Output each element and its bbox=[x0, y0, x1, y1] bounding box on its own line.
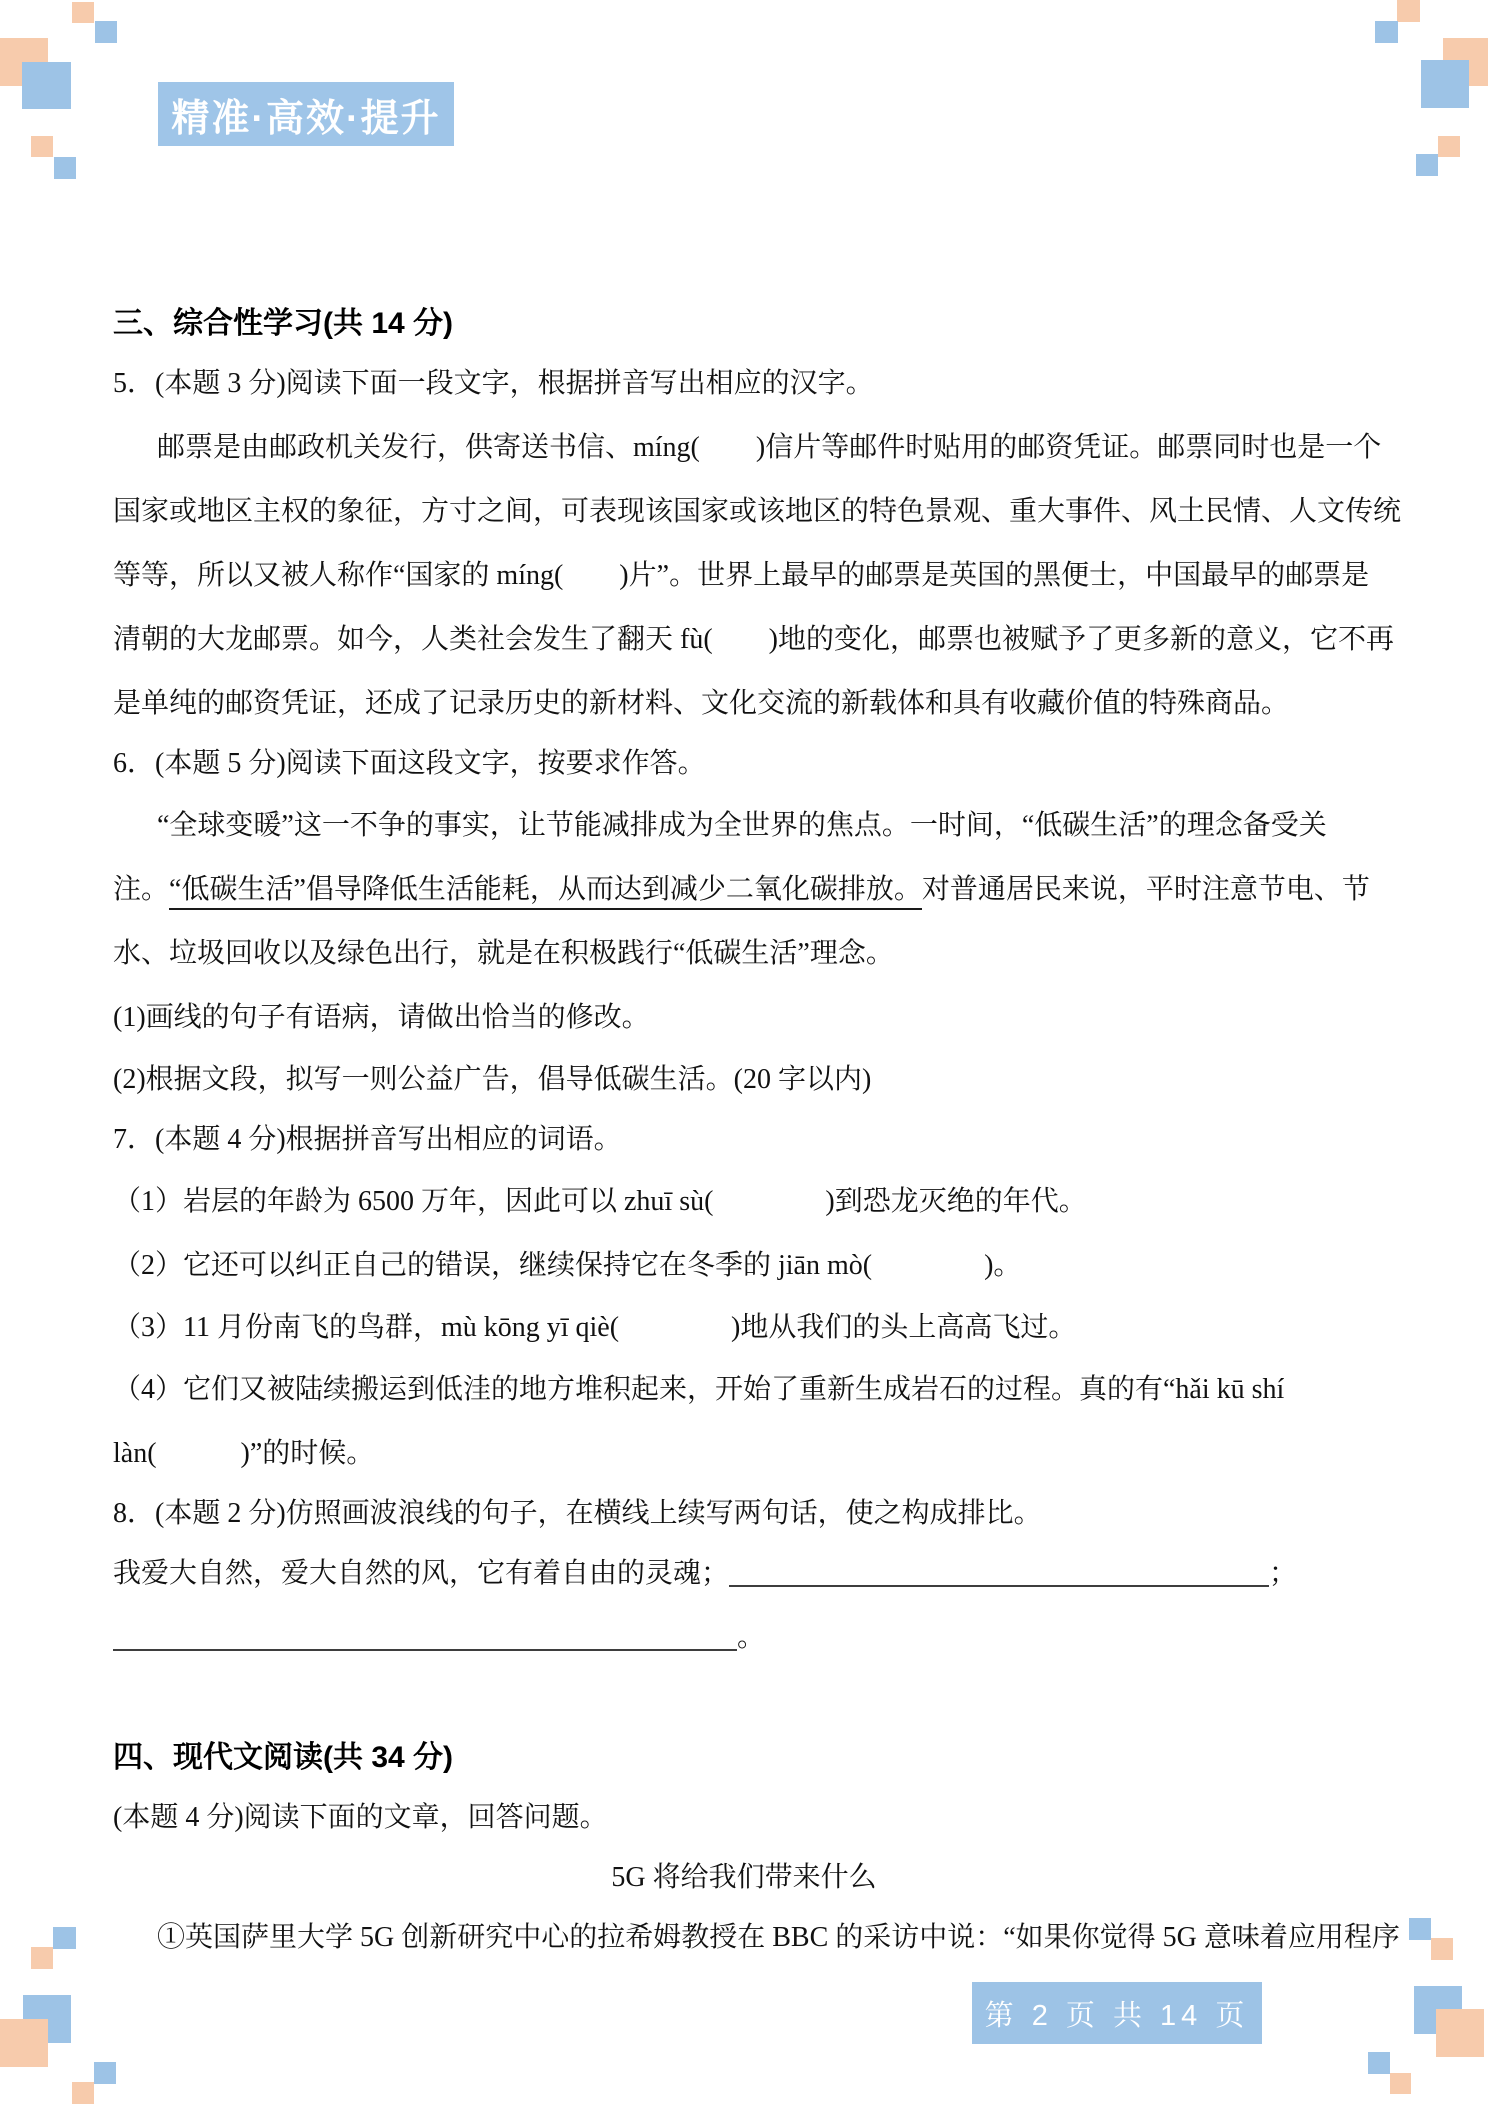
article-title: 5G 将给我们带来什么 bbox=[611, 1862, 877, 1893]
q6-underlined-sentence: “低碳生活”倡导降低生活能耗，从而达到减少二氧化碳排放。 bbox=[169, 874, 922, 910]
section-4-intro: (本题 4 分)阅读下面的文章，回答问题。 bbox=[113, 1802, 608, 1833]
q7-item-2: （2）它还可以纠正自己的错误，继续保持它在冬季的 jiān mò( )。 bbox=[113, 1250, 1022, 1281]
section-3-heading: 三、综合性学习(共 14 分) bbox=[113, 307, 454, 340]
article-paragraph-1: ①英国萨里大学 5G 创新研究中心的拉希姆教授在 BBC 的采访中说：“如果你觉得 5G 意味着应用程序 bbox=[157, 1922, 1400, 1953]
decor-square-blue bbox=[1375, 21, 1398, 43]
q6-paragraph-line: 水、垃圾回收以及绿色出行，就是在积极践行“低碳生活”理念。 bbox=[113, 938, 894, 969]
question-8-stem: 8．(本题 2 分)仿照画波浪线的句子，在横线上续写两句话，使之构成排比。 bbox=[113, 1498, 1042, 1529]
footer-page-label: 第 2 页 共 14 页 bbox=[984, 1999, 1250, 2032]
q8-semicolon: ； bbox=[1269, 1558, 1298, 1589]
decor-square-orange bbox=[1397, 0, 1420, 22]
decor-square-blue bbox=[94, 2062, 116, 2084]
q8-answer-line-2 bbox=[113, 1618, 1375, 1658]
decor-square-orange bbox=[1436, 2009, 1484, 2057]
decor-square-blue bbox=[1409, 1918, 1431, 1940]
decor-square-orange bbox=[1431, 1938, 1453, 1960]
decor-square-orange bbox=[31, 1947, 53, 1969]
decor-square-blue bbox=[53, 1927, 76, 1949]
q7-item-1: （1）岩层的年龄为 6500 万年，因此可以 zhuī sù( )到恐龙灭绝的年代。 bbox=[113, 1186, 1087, 1217]
decor-square-orange bbox=[31, 136, 53, 157]
answer-blank-2 bbox=[113, 1621, 737, 1651]
q5-paragraph-line: 等等，所以又被人称作“国家的 míng( )片”。世界上最早的邮票是英国的黑便士，中国最早的邮票是 bbox=[113, 560, 1370, 591]
decor-square-orange bbox=[0, 2019, 48, 2067]
q8-lead-sentence: 我爱大自然，爱大自然的风，它有着自由的灵魂； bbox=[113, 1558, 730, 1589]
answer-blank-1 bbox=[729, 1557, 1269, 1587]
decor-square-blue bbox=[22, 62, 71, 109]
q5-paragraph-line: 是单纯的邮资凭证，还成了记录历史的新材料、文化交流的新载体和具有收藏价值的特殊商品。 bbox=[113, 688, 1290, 719]
decor-square-orange bbox=[1390, 2073, 1411, 2094]
q7-item-3: （3）11 月份南飞的鸟群，mù kōng yī qiè( )地从我们的头上高高飞过。 bbox=[113, 1312, 1077, 1343]
section-4-heading: 四、现代文阅读(共 34 分) bbox=[113, 1741, 454, 1774]
q6-subquestion-1: (1)画线的句子有语病，请做出恰当的修改。 bbox=[113, 1002, 650, 1033]
q7-item-4-continued: làn( )”的时候。 bbox=[113, 1438, 375, 1469]
q5-paragraph-line: 清朝的大龙邮票。如今，人类社会发生了翻天 fù( )地的变化，邮票也被赋予了更多新的意义，它不再 bbox=[113, 624, 1394, 655]
q6-line2-pre: 注。 bbox=[113, 874, 170, 905]
q6-subquestion-2: (2)根据文段，拟写一则公益广告，倡导低碳生活。(20 字以内) bbox=[113, 1064, 872, 1095]
q7-item-4: （4）它们又被陆续搬运到低洼的地方堆积起来，开始了重新生成岩石的过程。真的有“hǎi kū shí bbox=[113, 1374, 1285, 1405]
decor-square-blue bbox=[1368, 2052, 1390, 2074]
question-5-stem: 5．(本题 3 分)阅读下面一段文字，根据拼音写出相应的汉字。 bbox=[113, 368, 874, 399]
q8-period: 。 bbox=[737, 1622, 766, 1653]
footer-page-badge bbox=[972, 1982, 1262, 2044]
decor-square-orange bbox=[1438, 136, 1460, 157]
decor-square-blue bbox=[1416, 154, 1438, 176]
q5-paragraph-line: 国家或地区主权的象征，方寸之间，可表现该国家或该地区的特色景观、重大事件、风土民情、人文传统 bbox=[113, 496, 1402, 527]
decor-square-blue bbox=[1421, 60, 1469, 108]
question-7-stem: 7．(本题 4 分)根据拼音写出相应的词语。 bbox=[113, 1124, 622, 1155]
q6-paragraph-line-underlined bbox=[113, 870, 1375, 910]
q6-line2-post: 对普通居民来说，平时注意节电、节 bbox=[921, 874, 1370, 905]
decor-square-blue bbox=[54, 157, 76, 179]
q5-paragraph-line: 邮票是由邮政机关发行，供寄送书信、míng( )信片等邮件时贴用的邮资凭证。邮票同时也是一个 bbox=[157, 432, 1382, 463]
header-badge bbox=[158, 82, 454, 146]
header-badge-label: 精准·高效·提升 bbox=[171, 97, 441, 140]
q6-paragraph-line: “全球变暖”这一不争的事实，让节能减排成为全世界的焦点。一时间，“低碳生活”的理念备受关 bbox=[157, 810, 1327, 841]
question-6-stem: 6．(本题 5 分)阅读下面这段文字，按要求作答。 bbox=[113, 748, 706, 779]
decor-square-orange bbox=[72, 2, 94, 23]
decor-square-orange bbox=[72, 2082, 94, 2104]
decor-square-blue bbox=[95, 21, 117, 43]
q8-answer-line-1 bbox=[113, 1554, 1375, 1594]
